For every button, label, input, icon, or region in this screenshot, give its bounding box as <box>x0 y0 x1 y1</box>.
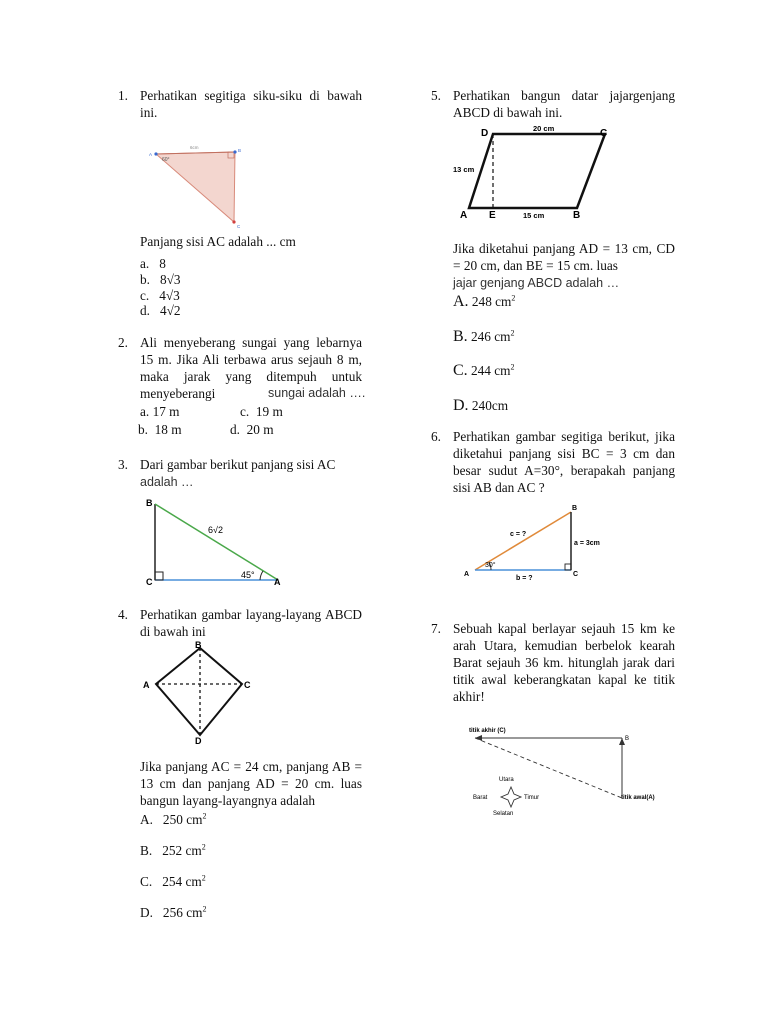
question-text: Dari gambar berikut panjang sisi AC <box>140 457 336 472</box>
q6-side-label: a = 3cm <box>574 540 600 547</box>
q5-vertex-e: E <box>489 210 496 221</box>
option-letter: D. <box>140 905 153 920</box>
q1-vertex-b: B <box>238 148 242 153</box>
q6-vertex-a: A <box>464 571 470 578</box>
q5-vertex-b: B <box>573 210 581 221</box>
option-letter: a. <box>140 404 150 419</box>
q5-bottom-label: 15 cm <box>523 211 545 220</box>
option-letter: B. <box>453 328 468 345</box>
option-value: 256 cm <box>162 905 203 920</box>
q4-question-text: Jika panjang AC = 24 cm, panjang AB = 13 cm dan panjang AD = 20 cm. luas bangun layang-layangnya adalah <box>140 759 362 808</box>
option-value: 4√2 <box>159 303 181 318</box>
q1-vertex-c: C <box>237 224 241 229</box>
option-value: 248 cm <box>471 294 512 309</box>
q3-triangle-figure <box>142 494 292 589</box>
q5-top-label: 20 cm <box>533 124 555 133</box>
option-letter: c. <box>240 404 250 419</box>
option-letter: D. <box>453 397 469 414</box>
q7-end-label: titik akhir (C) <box>469 728 506 734</box>
option-value: 8 <box>159 256 166 271</box>
question-text: Perhatikan gambar segitiga berikut, jika diketahui panjang sisi BC = 3 cm dan besar sudut A=30°, berapakah panjang sisi AB dan AC ? <box>453 429 675 495</box>
q1-question-text: Panjang sisi AC adalah ... cm <box>140 234 296 249</box>
q6-angle-label: 30° <box>485 562 496 569</box>
option-letter: B. <box>140 843 153 858</box>
question-number: 5. <box>431 88 441 103</box>
q7-point-b: B <box>625 736 630 742</box>
question-text-tail: adalah … <box>140 475 194 489</box>
q6-vertex-b: B <box>572 505 578 512</box>
q2-option-d <box>230 421 274 438</box>
question-text: Perhatikan gambar layang-layang ABCD di bawah ini <box>140 607 362 639</box>
option-letter: A. <box>140 812 153 827</box>
question-text-tail: sungai adalah …. <box>268 386 366 400</box>
q3-angle-label: 45° <box>241 570 255 580</box>
q3-vertex-b: B <box>146 498 153 508</box>
question-text: Perhatikan bangun datar jajargenjang ABCD di bawah ini. <box>453 88 675 120</box>
option-letter: d. <box>230 422 240 437</box>
q2-option-a <box>140 403 180 420</box>
q7-east-label: Timur <box>524 795 540 801</box>
q1-option-a <box>140 255 166 272</box>
question-number: 3. <box>118 457 128 472</box>
left-column <box>118 0 366 1024</box>
option-letter: d. <box>140 303 150 318</box>
q1-angle-label: 60° <box>162 157 170 163</box>
option-letter: a. <box>140 256 150 271</box>
q5-option-b <box>453 328 515 345</box>
option-unit-power: 2 <box>201 873 206 883</box>
question-number: 4. <box>118 607 128 622</box>
q2-option-b <box>138 421 182 438</box>
q6-hypotenuse-label: c = ? <box>510 531 527 538</box>
q7-south-label: Selatan <box>493 811 514 817</box>
option-value: 252 cm <box>162 843 202 858</box>
q4-vertex-c: C <box>244 680 251 690</box>
q4-option-b <box>140 842 206 859</box>
q7-west-label: Barat <box>473 795 488 801</box>
option-value: 246 cm <box>471 329 511 344</box>
q5-parallelogram-figure <box>455 122 615 222</box>
option-letter: C. <box>140 874 153 889</box>
option-unit-power: 2 <box>510 362 515 372</box>
option-value: 4√3 <box>159 288 180 303</box>
q6-triangle-figure <box>461 500 621 585</box>
option-value: 17 m <box>152 404 180 419</box>
q5-vertex-c: C <box>600 128 608 139</box>
question-number: 7. <box>431 621 441 636</box>
option-value: 250 cm <box>162 812 203 827</box>
q3-vertex-a: A <box>274 577 281 587</box>
q2-option-c <box>240 403 283 420</box>
q4-option-a <box>140 811 206 828</box>
q4-kite-figure <box>140 638 260 748</box>
option-value: 244 cm <box>471 363 511 378</box>
q1-option-b <box>140 271 181 288</box>
option-letter: C. <box>453 362 468 379</box>
q7-ship-route-figure <box>467 722 707 822</box>
option-unit-power: 2 <box>511 293 516 303</box>
right-column <box>431 0 675 1024</box>
option-letter: b. <box>140 272 150 287</box>
option-unit-power: 2 <box>202 811 207 821</box>
q4-option-c <box>140 873 206 890</box>
option-value: 240cm <box>471 398 509 413</box>
q1-triangle-figure <box>148 140 258 230</box>
question-text: Sebuah kapal berlayar sejauh 15 km ke arah Utara, kemudian berbelok kearah Barat sejauh 36 km. hitunglah jarak dari titik awal keberangkatan kapal ke titik akhir! <box>453 621 675 704</box>
option-value: 20 m <box>246 422 274 437</box>
q1-option-d <box>140 302 181 319</box>
question-text: Ali menyeberang sungai yang lebarnya 15 m. Jika Ali terbawa arus sejauh 8 m, maka jarak yang ditempuh untuk menyeberangi <box>140 335 362 401</box>
q3-vertex-c: C <box>146 577 153 587</box>
q6-base-label: b = ? <box>516 575 533 582</box>
q4-vertex-a: A <box>143 680 150 690</box>
q4-vertex-b: B <box>195 640 202 650</box>
q1-vertex-a: A <box>149 152 153 157</box>
q4-vertex-d: D <box>195 736 202 746</box>
q1-question <box>140 233 362 250</box>
q5-left-label: 13 cm <box>453 165 475 174</box>
q4-option-d <box>140 904 206 921</box>
option-value: 254 cm <box>162 874 202 889</box>
question-number: 2. <box>118 335 128 350</box>
question-text: Perhatikan segitiga siku-siku di bawah ini. <box>140 88 362 120</box>
q5-vertex-a: A <box>460 210 468 221</box>
option-unit-power: 2 <box>202 904 207 914</box>
q5-vertex-d: D <box>481 128 489 139</box>
q5-option-a <box>453 293 515 310</box>
q5-question-text: Jika diketahui panjang AD = 13 cm, CD = 20 cm, dan BE = 15 cm. luas <box>453 241 675 273</box>
option-value: 8√3 <box>159 272 181 287</box>
q1-top-label: 6cm <box>190 145 199 150</box>
q5-option-c <box>453 362 515 379</box>
option-value: 19 m <box>255 404 283 419</box>
option-letter: c. <box>140 288 150 303</box>
question-number: 6. <box>431 429 441 444</box>
option-unit-power: 2 <box>510 328 515 338</box>
q6-vertex-c: C <box>573 571 579 578</box>
option-letter: A. <box>453 293 469 310</box>
option-unit-power: 2 <box>201 842 206 852</box>
option-letter: b. <box>138 422 148 437</box>
q7-start-label: titik awal(A) <box>621 795 655 801</box>
q3-hypotenuse-label: 6√2 <box>208 525 223 535</box>
question-number: 1. <box>118 88 128 103</box>
option-value: 18 m <box>154 422 182 437</box>
q5-option-d <box>453 397 508 414</box>
q7-north-label: Utara <box>499 777 514 783</box>
q5-question-tail: jajar genjang ABCD adalah … <box>453 276 620 290</box>
